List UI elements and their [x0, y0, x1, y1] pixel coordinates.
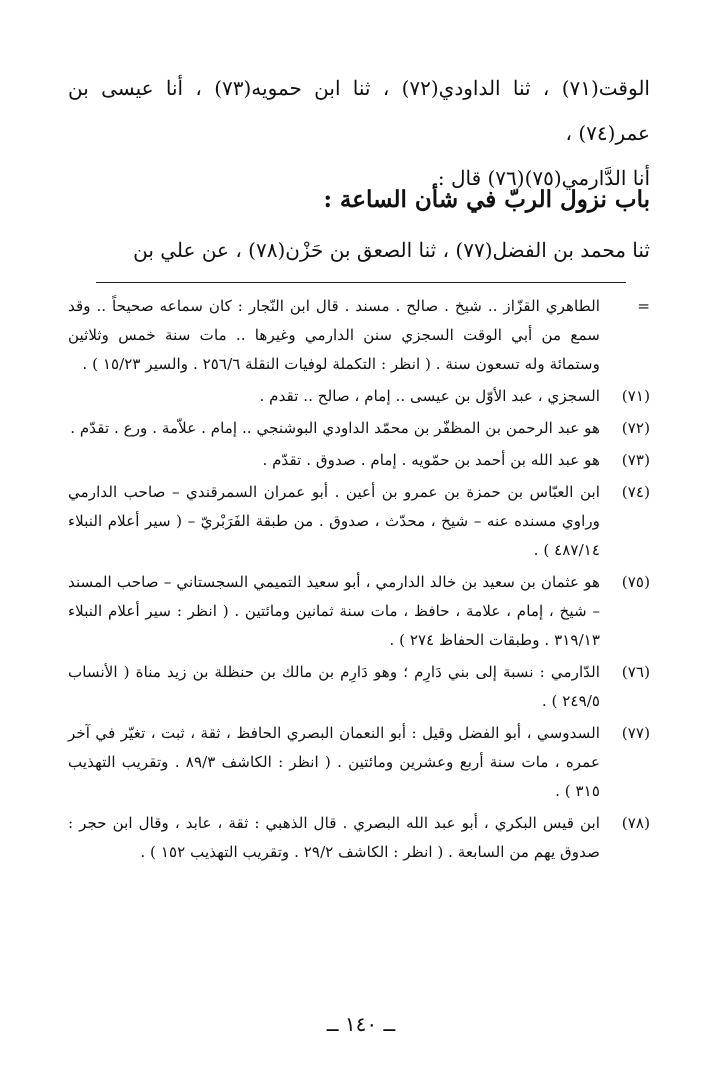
footnote-item — [68, 568, 650, 655]
footnote-number: (٧٦) — [621, 663, 650, 681]
footnote-text: الدّارمي : نسبة إلى بني دَارِم ؛ وهو دَارِم بن مالك بن حنظلة بن زيد مناة ( الأنساب ٢٤٩/٥ ) . — [68, 663, 600, 710]
footnote-number: (٧٥) — [621, 573, 650, 591]
footnote-item — [68, 658, 650, 716]
footnote-text: هو عبد الله بن أحمد بن حمّويه . إمام . صدوق . تقدّم . — [262, 451, 600, 469]
footnote-item — [68, 414, 650, 443]
footnote-text: السجزي ، عبد الأوّل بن عيسى .. إمام ، صالح .. تقدم . — [259, 387, 600, 405]
footnote-item — [68, 382, 650, 411]
footnote-number: (٧٧) — [621, 724, 650, 742]
chapter-heading: باب نزول الربّ في شأن الساعة : — [323, 186, 650, 213]
footnote-number: (٧٣) — [621, 451, 650, 469]
footnote-number: = — [637, 297, 650, 315]
footnote-text: الطاهري القزّاز .. شيخ . صالح . مسند . قال ابن النّجار : كان سماعه صحيحاً .. وقد سمع من أبي الوقت السجزي سنن الدارمي وغيرها .. مات سنة خمس وثلاثين وستمائة وله تسعون سنة . ( انظر : التكملة لوفيات النقلة ٢٥٦/٦ . والسير ١٥/٢٣ ) . — [68, 297, 600, 373]
footnote-item — [68, 478, 650, 565]
footnote-number: (٧٨) — [621, 814, 650, 832]
footnote-text: ابن قيس البكري ، أبو عبد الله البصري . قال الذهبي : ثقة ، عابد ، وقال ابن حجر : صدوق يهم من السابعة . ( انظر : الكاشف ٢٩/٢ . وتقريب التهذيب ١٥٢ ) . — [68, 814, 600, 861]
main-text-line: ثنا محمد بن الفضل(٧٧) ، ثنا الصعق بن حَزْن(٧٨) ، عن علي بن — [133, 238, 650, 262]
main-text-top — [68, 66, 650, 201]
footnote-text: هو عثمان بن سعيد بن خالد الدارمي ، أبو سعيد التميمي السجستاني – صاحب المسند – شيخ ، إمام ، علامة ، حافظ ، مات سنة ثمانين ومائتين . ( انظر : سير أعلام النبلاء ٣١٩/١٣ . وطبقات الحفاظ ٢٧٤ ) . — [68, 573, 600, 649]
page-number: ــ ١٤٠ ــ — [326, 1012, 396, 1036]
footnote-item — [68, 446, 650, 475]
footnote-number: (٧١) — [621, 387, 650, 405]
footnote-text: السدوسي ، أبو الفضل وقيل : أبو النعمان البصري الحافظ ، ثقة ، ثبت ، تغيّر في آخر عمره ، مات سنة أربع وعشرين ومائتين . ( انظر : الكاشف ٨٩/٣ . وتقريب التهذيب ٣١٥ ) . — [68, 724, 601, 800]
footnotes — [68, 292, 650, 870]
footnote-text: ابن العبّاس بن حمزة بن عمرو بن أعين . أبو عمران السمرقندي – صاحب الدارمي وراوي مسنده عنه – شيخ ، محدّث ، صدوق . من طبقة الفَرَبْريّ – ( سير أعلام النبلاء ٤٨٧/١٤ ) . — [68, 483, 600, 559]
main-text-line: أنا الدَّارمي(٧٥)(٧٦) قال : — [437, 166, 650, 190]
footnote-number: (٧٤) — [621, 483, 650, 501]
footnote-item — [68, 809, 650, 867]
footnote-item — [68, 292, 650, 379]
main-text-line: الوقت(٧١) ، ثنا الداودي(٧٢) ، ثنا ابن حمويه(٧٣) ، أنا عيسى بن عمر(٧٤) ، — [68, 76, 650, 145]
footnote-item — [68, 719, 650, 806]
footnote-number: (٧٢) — [621, 419, 650, 437]
footnote-divider — [96, 282, 626, 283]
footnote-text: هو عبد الرحمن بن المظفّر بن محمّد الداودي البوشنجي .. إمام . علاّمة . ورع . تقدّم . — [70, 419, 600, 437]
